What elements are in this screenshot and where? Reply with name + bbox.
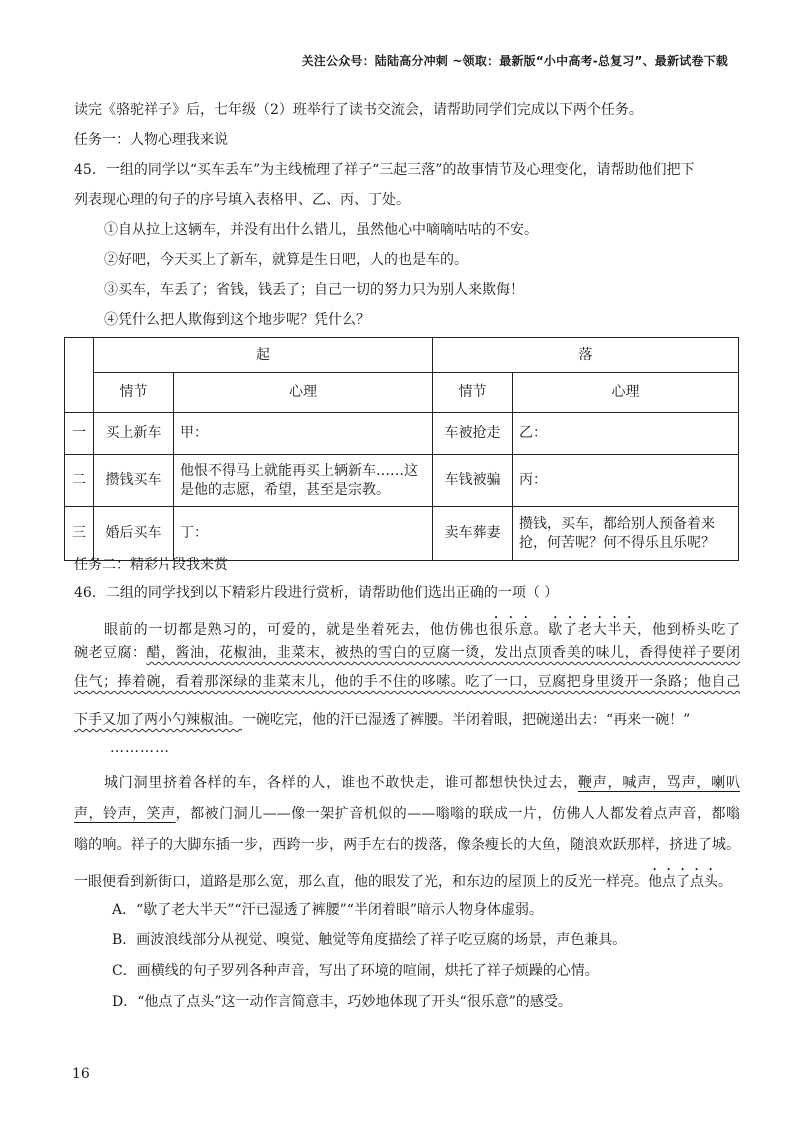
answer-cell-bing[interactable]: 丙：: [513, 455, 739, 507]
passage1-line4: 下手又加了两小勺辣椒油。一碗吃完，他的汗已湿透了裤腰。半闭着眼，把碗递出去：“再来一碗！”: [74, 712, 691, 728]
table-row: [65, 413, 739, 455]
wavy-underline: 住气；捧着碗，看着那深绿的韭菜末儿，他的手不住的哆嗦。吃了一口，豆腐把身里烫开一条路；他自己: [74, 674, 740, 690]
rise-mind-line1: 他恨不得马上就能再买上辆新车……这: [180, 462, 418, 479]
q45-item-4: ④凭什么把人欺侮到这个地步呢？凭什么？: [104, 312, 370, 328]
row-number: 一: [65, 413, 94, 455]
q45-item-3: ③买车，车丢了；省钱，钱丢了；自己一切的努力只为别人来欺侮！: [104, 282, 524, 298]
table-row: [65, 455, 739, 507]
straight-underline: 声，铃声，笑声: [74, 806, 176, 822]
table-row: [65, 507, 739, 561]
row-number: 二: [65, 455, 94, 507]
fall-plot-cell: 卖车葬妻: [433, 507, 513, 561]
answer-cell-yi[interactable]: 乙：: [513, 413, 739, 455]
fall-mind-cell: [513, 507, 739, 561]
straight-underline: 鞭声，喊声，骂声，喇叭: [577, 775, 741, 791]
q45-item-2: ②好吧，今天买上了新车，就算是生日吧，人的也是车的。: [104, 252, 468, 268]
group-header-rise: 起: [94, 338, 433, 373]
q45-item-1: ①自从拉上这辆车，并没有出什么错儿，虽然他心中嘀嘀咕咕的不安。: [104, 222, 538, 238]
option-c[interactable]: C．画横线的句子罗列各种声音，写出了环境的喧闹，烘托了祥子烦躁的心情。: [112, 963, 599, 979]
table-corner: [65, 338, 94, 413]
emphasis-nodded: 他点了点头: [648, 874, 718, 890]
rise-plot-cell: 攒钱买车: [94, 455, 174, 507]
passage2-line1: 城门洞里挤着各样的车，各样的人，谁也不敢快走，谁可都想快快过去，鞭声，喊声，骂声，喇叭: [104, 775, 741, 791]
row-number: 三: [65, 507, 94, 561]
option-d[interactable]: D．“他点了点头”这一动作言简意丰，巧妙地体现了开头“很乐意”的感受。: [112, 994, 572, 1010]
col-header-plot: 情节: [433, 373, 513, 413]
mind-table: [64, 337, 739, 561]
rise-plot-cell: 买上新车: [94, 413, 174, 455]
ellipsis: …………: [110, 740, 170, 756]
col-header-mind: 心理: [174, 373, 433, 413]
passage2-line2: 声，铃声，笑声，都被门洞儿——像一架扩音机似的——嗡嗡的联成一片，仿佛人人都发着点声音，都嗡: [74, 806, 741, 822]
group-header-fall: 落: [433, 338, 739, 373]
q46-stem: 46．二组的同学找到以下精彩片段进行赏析，请帮助他们选出正确的一项（ ）: [74, 585, 559, 601]
emphasis-rest-long: 歇了老大半天: [548, 622, 638, 638]
task1-title: 任务一：人物心理我来说: [74, 132, 228, 148]
passage1-line1: 眼前的一切都是熟习的，可爱的，就是坐着死去，他仿佛也很乐意。歇了老大半天，他到桥头吃了: [104, 622, 741, 638]
q45-stem-line2: 列表现心理的句子的序号填入表格甲、乙、丙、丁处。: [74, 192, 410, 208]
col-header-mind: 心理: [513, 373, 739, 413]
fall-mind-line2: 抢，何苦呢？何不得乐且乐呢？: [519, 534, 715, 551]
intro-text: 读完《骆驼祥子》后，七年级（2）班举行了读书交流会，请帮助同学们完成以下两个任务。: [74, 102, 643, 118]
emphasis-very-willing: 很乐意: [489, 622, 534, 638]
page-header: 关注公众号：陆陆高分冲刺 ~领取：最新版“小中高考-总复习”、最新试卷下载: [301, 54, 728, 68]
answer-cell-jia[interactable]: 甲：: [174, 413, 433, 455]
page-number: 16: [72, 1066, 90, 1082]
passage2-line3: 嗡的响。祥子的大脚东插一步，西跨一步，两手左右的拨落，像条瘦长的大鱼，随浪欢跃那样，挤进了城。: [74, 837, 740, 853]
fall-mind-line1: 攒钱，买车，都给别人预备着来: [519, 515, 715, 532]
option-b[interactable]: B．画波浪线部分从视觉、嗅觉、触觉等角度描绘了祥子吃豆腐的场景，声色兼具。: [112, 932, 627, 948]
task2-title: 任务二：精彩片段我来赏: [74, 557, 228, 573]
option-a[interactable]: A．“歇了老大半天”“汗已湿透了裤腰”“半闭着眼”暗示人物身体虚弱。: [112, 902, 544, 918]
passage1-line2: 碗老豆腐：醋，酱油，花椒油，韭菜末，被热的雪白的豆腐一烫，发出点顶香美的味儿，香得使祥子要闭: [74, 645, 741, 661]
passage1-line3: [74, 672, 740, 692]
fall-plot-cell: 车被抢走: [433, 413, 513, 455]
col-header-plot: 情节: [94, 373, 174, 413]
answer-cell-ding[interactable]: 丁：: [174, 507, 433, 561]
wavy-underline: 下手又加了两小勺辣椒油。: [74, 712, 242, 728]
rise-mind-line2: 是他的志愿，希望，甚至是宗教。: [180, 481, 390, 498]
rise-plot-cell: 婚后买车: [94, 507, 174, 561]
fall-plot-cell: 车钱被骗: [433, 455, 513, 507]
q45-stem-line1: 45．一组的同学以“买车丢车”为主线梳理了祥子“三起三落”的故事情节及心理变化，请帮助他们把下: [74, 162, 695, 178]
rise-mind-cell: [174, 455, 433, 507]
passage2-line4: 一眼便看到新街口，道路是那么宽，那么直，他的眼发了光，和东边的屋顶上的反光一样亮。他点了点头。: [74, 874, 732, 890]
wavy-underline: 醋，酱油，花椒油，韭菜末，被热的雪白的豆腐一烫，发出点顶香美的味儿，香得使祥子要闭: [146, 645, 741, 661]
